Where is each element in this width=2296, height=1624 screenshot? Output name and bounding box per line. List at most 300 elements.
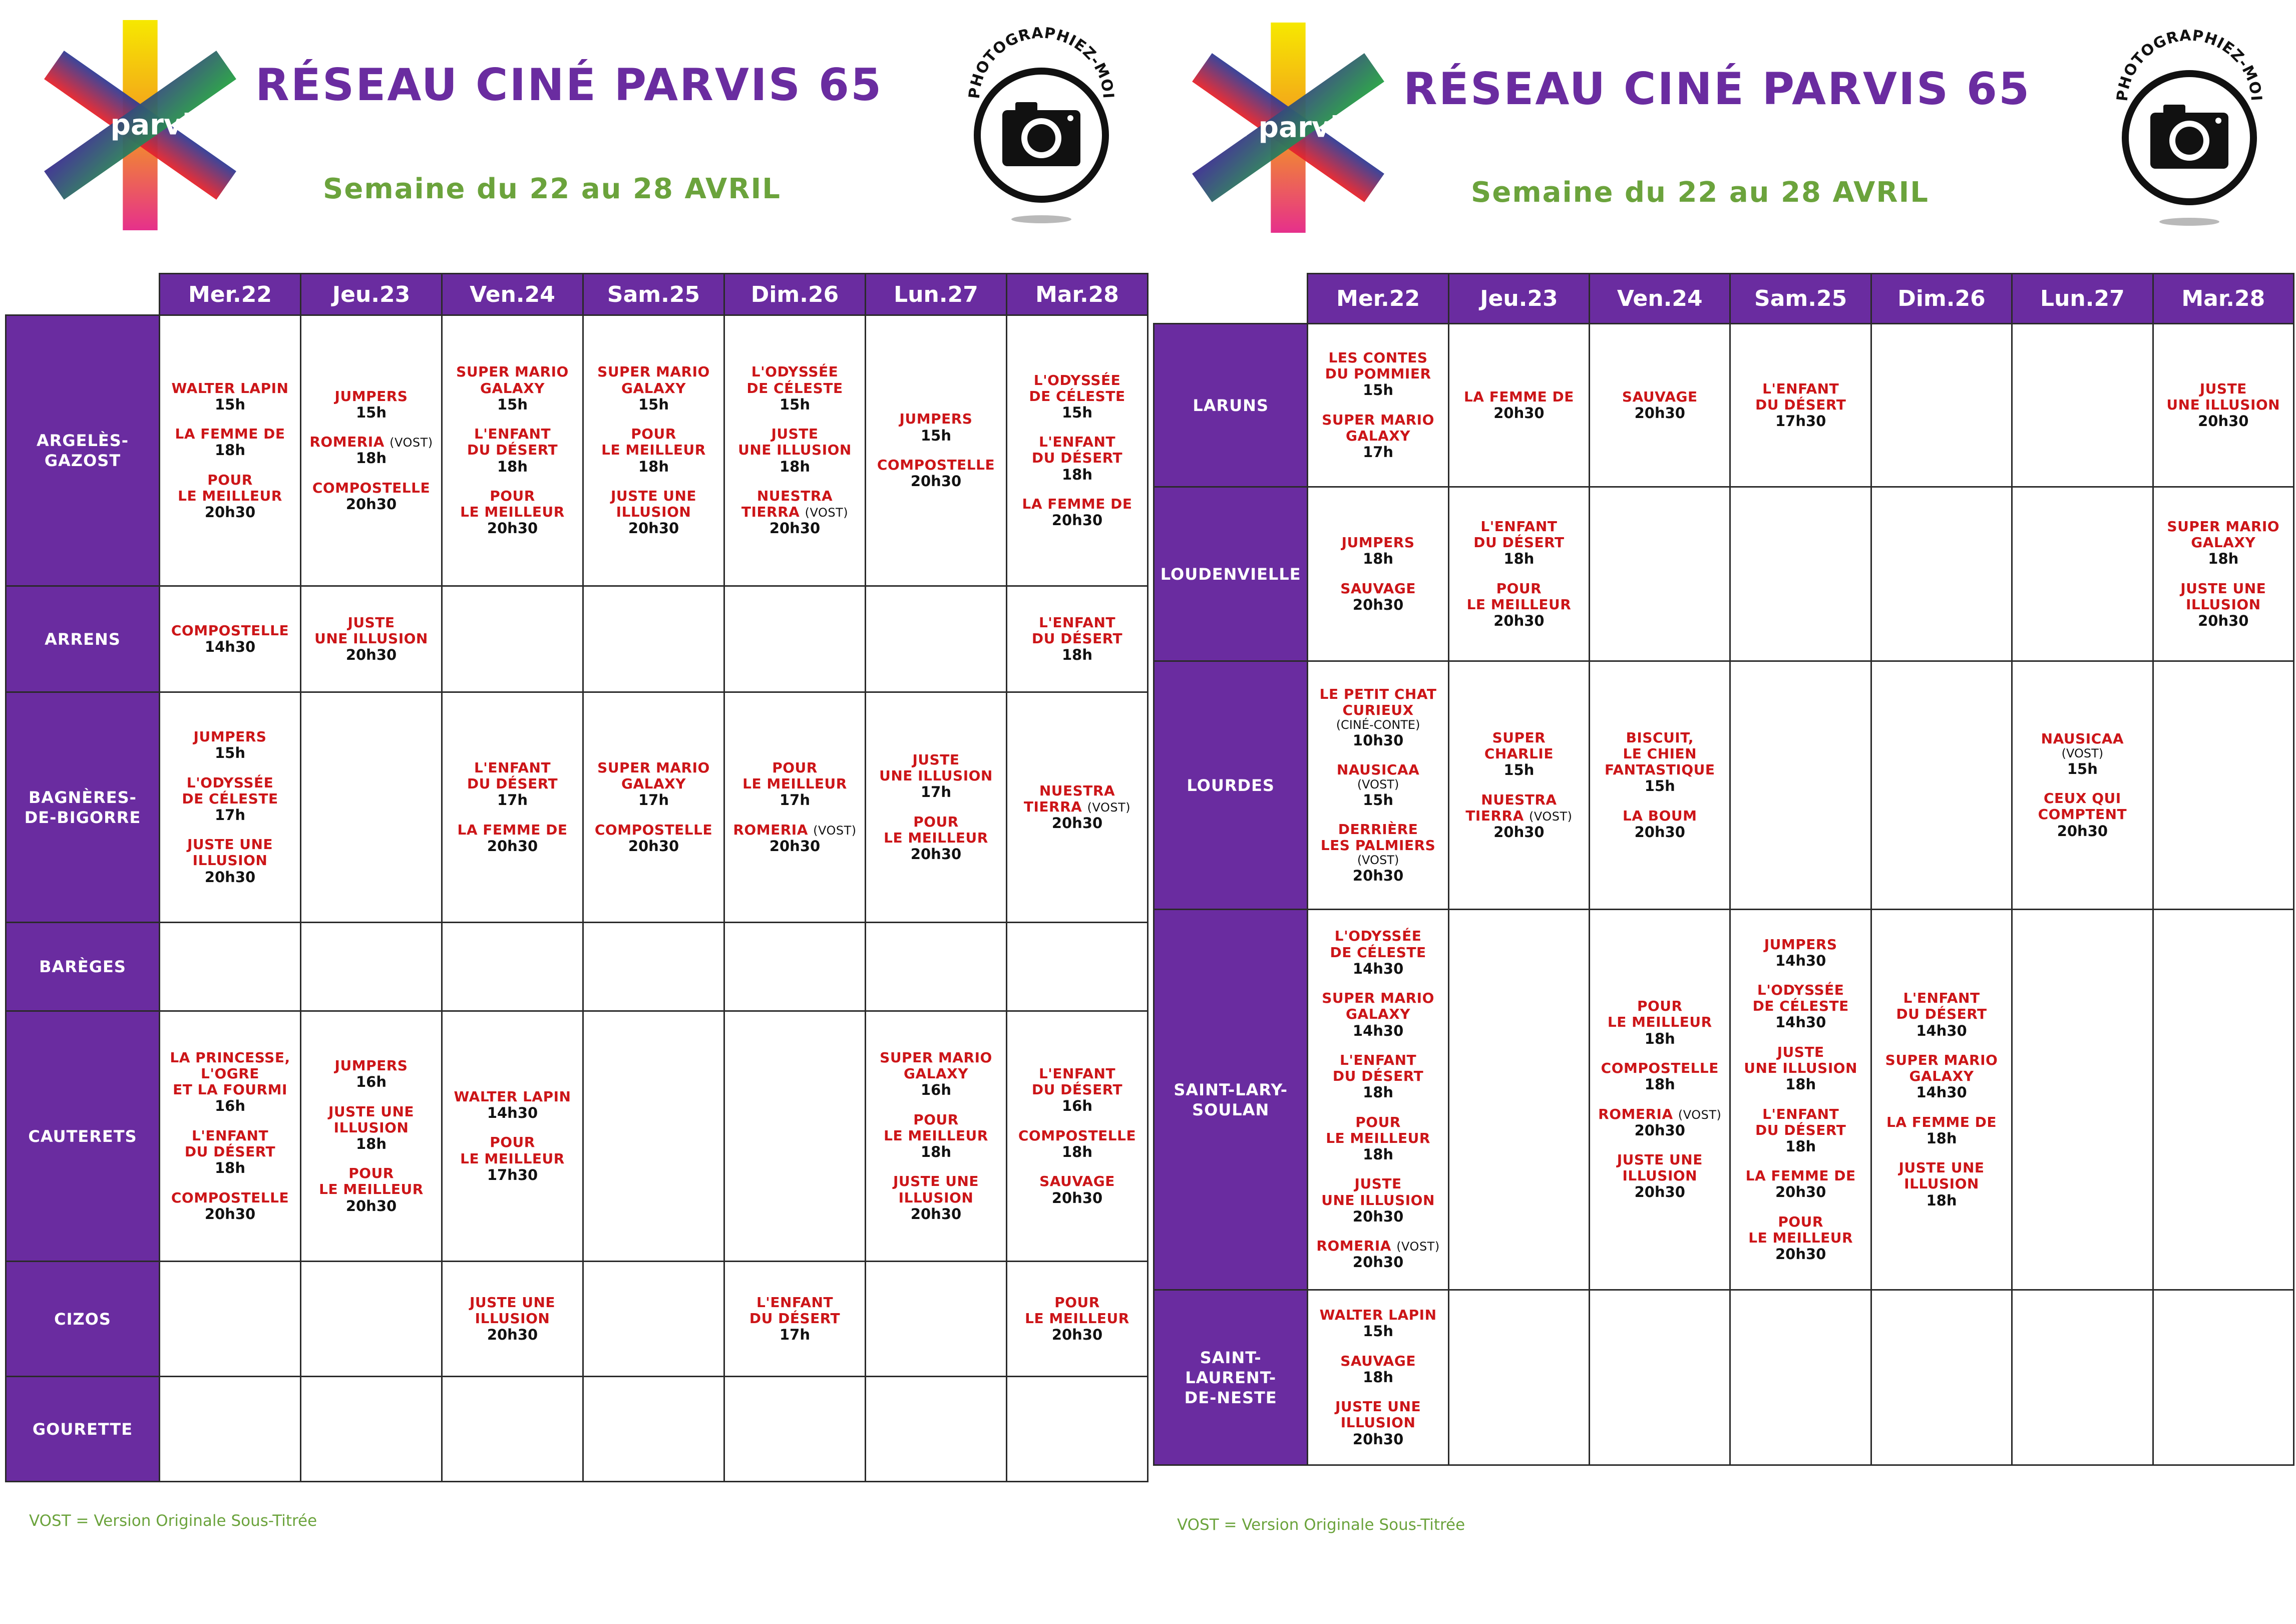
- film-title-text: SUPER CHARLIE: [1484, 729, 1554, 762]
- film-title-text: ROMERIA: [309, 434, 385, 451]
- schedule-cell: [442, 1011, 583, 1262]
- film-title-text: SUPER MARIO GALAXY: [1885, 1051, 1998, 1085]
- vost-footnote: VOST = Version Originale Sous-Titrée: [1177, 1516, 1465, 1534]
- film-title: [1310, 928, 1445, 960]
- film-title-text: LA FEMME DE: [1463, 388, 1574, 405]
- film-title: [445, 1295, 580, 1327]
- screening: [1310, 412, 1445, 461]
- showtime: 16h: [214, 1097, 245, 1115]
- schedule-cell: [1871, 910, 2012, 1290]
- screening: [1733, 1044, 1868, 1093]
- film-title: [1451, 581, 1587, 613]
- screening: [303, 480, 439, 513]
- schedule-cell: [724, 586, 866, 692]
- schedule-cell: [1730, 324, 1871, 487]
- film-title-text: L'ENFANT DU DÉSERT: [1031, 434, 1123, 467]
- showtime: 14h30: [487, 1104, 538, 1122]
- film-title: [1733, 1044, 1868, 1076]
- showtime: 17h: [779, 1326, 810, 1344]
- film-title-text: NUESTRA TIERRA: [741, 487, 833, 521]
- schedule-cell: [724, 923, 866, 1011]
- screening: [1733, 1214, 1868, 1263]
- showtime: 20h30: [345, 495, 397, 513]
- version-tag: (VOST): [2061, 746, 2104, 761]
- screening: [586, 364, 721, 413]
- schedule-cell: [442, 692, 583, 923]
- table-corner: [1154, 274, 1308, 324]
- film-title: [868, 1112, 1004, 1144]
- showtime: 20h30: [1352, 1254, 1404, 1271]
- film-title: [1733, 982, 1868, 1014]
- venue-name: BARÈGES: [6, 923, 160, 1011]
- film-title: [162, 380, 298, 396]
- venue-row: [1154, 487, 2294, 661]
- film-title: [1874, 1052, 2009, 1084]
- version-tag: (VOST): [390, 436, 433, 450]
- showtime: 15h: [779, 395, 810, 413]
- screening: [1009, 372, 1145, 422]
- film-title: [868, 457, 1004, 473]
- week-subtitle: Semaine du 22 au 28 AVRIL: [1471, 176, 1929, 209]
- version-tag: (VOST): [1678, 1107, 1722, 1122]
- film-title-text: POUR LE MEILLEUR: [1326, 1113, 1430, 1146]
- screening: [1310, 1052, 1445, 1101]
- schedule-cell: [866, 586, 1007, 692]
- film-title-text: WALTER LAPIN: [1319, 1307, 1437, 1324]
- schedule-cell: [1308, 487, 1448, 661]
- photograph-me-badge-icon: [2109, 23, 2269, 243]
- film-title-text: L'ENFANT DU DÉSERT: [1473, 518, 1565, 551]
- screening: [162, 1128, 298, 1177]
- showtime: 20h30: [487, 1326, 538, 1344]
- venue-name: LOUDENVIELLE: [1154, 487, 1308, 661]
- film-title-text: LA FEMME DE: [175, 426, 285, 443]
- version-tag: (VOST): [1357, 853, 1399, 868]
- film-title: [868, 752, 1004, 784]
- screening: [1592, 389, 1727, 422]
- screening: [303, 615, 439, 664]
- screening: [1009, 615, 1145, 664]
- version-tag: (VOST): [1529, 809, 1573, 824]
- film-title: [727, 1295, 863, 1327]
- showtime: 20h30: [628, 520, 679, 537]
- film-title: [162, 729, 298, 745]
- film-title: [1310, 762, 1445, 778]
- venue-row: [6, 1377, 1148, 1482]
- showtime: 14h30: [1775, 952, 1826, 969]
- day-header: Mer.22: [160, 274, 301, 315]
- schedule-cell: [1730, 487, 1871, 661]
- screening: [1451, 581, 1587, 630]
- schedule-table-left: [5, 273, 1149, 1482]
- film-title: [2015, 790, 2150, 823]
- showtime: 15h: [497, 395, 528, 413]
- screening: [727, 760, 863, 809]
- film-title: [1451, 389, 1587, 405]
- film-title-text: L'ODYSSÉE DE CÉLESTE: [1752, 982, 1849, 1015]
- film-title: [1733, 937, 1868, 953]
- film-title-text: SUPER MARIO GALAXY: [456, 363, 569, 396]
- version-tag: (VOST): [1357, 777, 1399, 792]
- showtime: 18h: [1363, 1084, 1394, 1101]
- showtime: 18h: [920, 1143, 951, 1161]
- showtime: 17h: [497, 791, 528, 809]
- film-title-text: L'ENFANT DU DÉSERT: [1896, 990, 1987, 1023]
- svg-text:le parvis: le parvis: [71, 108, 209, 142]
- screening: [2015, 731, 2150, 777]
- film-title: [1733, 381, 1868, 413]
- film-title-text: L'ODYSSÉE DE CÉLESTE: [746, 363, 843, 396]
- day-header: Sam.25: [583, 274, 724, 315]
- film-title: [1009, 615, 1145, 647]
- svg-text:PHOTOGRAPHIEZ-MOI: PHOTOGRAPHIEZ-MOI: [965, 24, 1117, 100]
- screening: [303, 434, 439, 467]
- film-title: [727, 364, 863, 396]
- screening: [868, 411, 1004, 444]
- screening: [727, 364, 863, 413]
- day-header: Mer.22: [1308, 274, 1448, 324]
- film-title-text: LES CONTES DU POMMIER: [1325, 349, 1431, 382]
- schedule-cell: [1007, 692, 1148, 923]
- film-title-text: L'ENFANT DU DÉSERT: [467, 426, 558, 459]
- schedule-cell: [301, 1011, 442, 1262]
- schedule-cell: [866, 1011, 1007, 1262]
- day-header: Jeu.23: [301, 274, 442, 315]
- screening: [1009, 434, 1145, 483]
- showtime: 15h: [1503, 761, 1535, 779]
- version-tag: (VOST): [813, 823, 857, 838]
- film-title: [1310, 350, 1445, 382]
- film-title-text: L'ENFANT DU DÉSERT: [1031, 1065, 1123, 1098]
- showtime: 18h: [355, 450, 387, 467]
- screening: [1874, 1052, 2009, 1101]
- schedule-cell: [2012, 1290, 2153, 1465]
- schedule-cell: [1590, 910, 1730, 1290]
- venue-name: CIZOS: [6, 1262, 160, 1377]
- showtime: 20h30: [1775, 1183, 1826, 1201]
- schedule-page-right: [1148, 0, 2296, 1624]
- version-tag: (VOST): [1396, 1240, 1440, 1254]
- schedule-cell: [160, 1377, 301, 1482]
- film-title: [586, 488, 721, 520]
- screening: [1874, 1160, 2009, 1209]
- schedule-cell: [442, 586, 583, 692]
- film-title-text: SUPER MARIO GALAXY: [1322, 990, 1434, 1023]
- showtime: 16h: [920, 1081, 951, 1099]
- film-title-text: JUMPERS: [1341, 534, 1415, 551]
- screening: [1733, 1106, 1868, 1155]
- screening: [586, 426, 721, 475]
- film-title: [586, 760, 721, 792]
- showtime: 20h30: [1634, 823, 1685, 841]
- showtime: 18h: [1061, 646, 1092, 664]
- venue-row: [1154, 661, 2294, 910]
- film-title: [162, 775, 298, 807]
- screening: [445, 1295, 580, 1344]
- screening: [1310, 928, 1445, 977]
- screening: [1451, 389, 1587, 422]
- showtime: 17h: [920, 783, 951, 801]
- film-title: [303, 1165, 439, 1197]
- film-title: [1310, 1052, 1445, 1084]
- showtime: 14h30: [204, 638, 256, 655]
- film-title-text: SUPER MARIO GALAXY: [597, 363, 710, 396]
- film-title-text: LA PRINCESSE, L'OGRE ET LA FOURMI: [170, 1049, 290, 1098]
- showtime: 14h30: [1352, 960, 1404, 977]
- showtime: 17h30: [1775, 413, 1826, 430]
- venue-name: LOURDES: [1154, 661, 1308, 910]
- film-title-text: JUMPERS: [193, 728, 267, 745]
- showtime: 15h: [1363, 791, 1394, 808]
- schedule-cell: [724, 315, 866, 586]
- film-title-text: LA FEMME DE: [1886, 1113, 1997, 1130]
- screening: [1310, 581, 1445, 614]
- film-title: [162, 472, 298, 504]
- screening: [1310, 535, 1445, 568]
- film-title: [303, 1104, 439, 1136]
- showtime: 20h30: [1051, 815, 1103, 832]
- showtime: 17h30: [487, 1166, 538, 1183]
- film-title-text: COMPOSTELLE: [312, 479, 431, 496]
- film-title: [445, 426, 580, 458]
- schedule-cell: [2153, 910, 2293, 1290]
- film-title-text: POUR LE MEILLEUR: [884, 813, 988, 846]
- screening: [1009, 496, 1145, 529]
- screening: [868, 1112, 1004, 1161]
- film-title: [1310, 412, 1445, 444]
- film-title-text: LE PETIT CHAT CURIEUX: [1319, 685, 1437, 718]
- film-title-text: POUR LE MEILLEUR: [460, 487, 565, 521]
- schedule-cell: [1871, 661, 2012, 910]
- film-title-text: L'ENFANT DU DÉSERT: [1332, 1051, 1424, 1085]
- day-header: Dim.26: [724, 274, 866, 315]
- screening: [445, 822, 580, 855]
- film-title: [1874, 990, 2009, 1022]
- film-title: [868, 814, 1004, 846]
- schedule-cell: [2012, 661, 2153, 910]
- showtime: 20h30: [204, 1205, 256, 1223]
- screening: [727, 488, 863, 537]
- screening: [1592, 1152, 1727, 1201]
- film-title: [445, 760, 580, 792]
- film-title: [1733, 1106, 1868, 1138]
- venue-row: [1154, 324, 2294, 487]
- showtime: 15h: [1363, 1323, 1394, 1340]
- film-title: [1009, 1128, 1145, 1144]
- schedule-cell: [160, 1262, 301, 1377]
- film-title: [162, 426, 298, 442]
- screening: [868, 1173, 1004, 1223]
- film-title-text: NUESTRA TIERRA: [1023, 782, 1115, 815]
- photograph-me-badge-icon: [961, 20, 1121, 240]
- version-tag: (CINÉ-CONTE): [1336, 718, 1420, 732]
- day-header: Ven.24: [1590, 274, 1730, 324]
- showtime: 15h: [2067, 760, 2098, 777]
- showtime: 20h30: [1634, 1121, 1685, 1139]
- showtime: 18h: [2208, 550, 2239, 568]
- film-title: [1451, 730, 1587, 762]
- screening: [1310, 1399, 1445, 1448]
- svg-text:le parvis: le parvis: [1219, 111, 1357, 144]
- film-title-text: SAUVAGE: [1340, 1352, 1416, 1369]
- day-header: Lun.27: [866, 274, 1007, 315]
- schedule-cell: [1730, 1290, 1871, 1465]
- film-title-text: JUSTE UNE ILLUSION: [314, 614, 428, 647]
- schedule-cell: [301, 692, 442, 923]
- showtime: 20h30: [769, 520, 821, 537]
- screening: [1009, 1066, 1145, 1115]
- film-title-text: LA FEMME DE: [457, 821, 568, 838]
- showtime: 18h: [1785, 1137, 1816, 1155]
- film-title-text: WALTER LAPIN: [171, 379, 289, 396]
- film-title-text: POUR LE MEILLEUR: [1748, 1213, 1853, 1246]
- screening: [2156, 581, 2291, 630]
- film-title-text: JUSTE UNE ILLUSION: [2180, 580, 2266, 613]
- day-header: Mar.28: [2153, 274, 2293, 324]
- screening: [162, 1050, 298, 1115]
- film-title: [303, 480, 439, 496]
- venue-name: GOURETTE: [6, 1377, 160, 1482]
- showtime: 15h: [1644, 777, 1675, 795]
- showtime: 20h30: [910, 1205, 962, 1223]
- showtime: 15h: [638, 395, 669, 413]
- screening: [1009, 783, 1145, 832]
- screening: [303, 1104, 439, 1153]
- schedule-cell: [2012, 910, 2153, 1290]
- showtime: 18h: [1785, 1076, 1816, 1093]
- venue-name: BAGNÈRES- DE-BIGORRE: [6, 692, 160, 923]
- film-title: [1310, 535, 1445, 551]
- screening: [586, 822, 721, 855]
- film-title-text: L'ODYSSÉE DE CÉLESTE: [1330, 928, 1426, 961]
- film-title-text: L'ODYSSÉE DE CÉLESTE: [1029, 371, 1125, 404]
- film-title-text: POUR LE MEILLEUR: [460, 1134, 565, 1167]
- showtime: 20h30: [487, 837, 538, 855]
- screening: [162, 729, 298, 762]
- schedule-cell: [1871, 1290, 2012, 1465]
- schedule-cell: [583, 1377, 724, 1482]
- screening: [1009, 1295, 1145, 1344]
- film-title: [727, 488, 863, 520]
- film-title-text: POUR LE MEILLEUR: [178, 471, 282, 504]
- schedule-cell: [583, 692, 724, 923]
- schedule-cell: [724, 1377, 866, 1482]
- schedule-cell: [1590, 324, 1730, 487]
- schedule-cell: [1308, 324, 1448, 487]
- showtime: 17h: [214, 806, 245, 824]
- day-header-row: [1154, 274, 2294, 324]
- schedule-cell: [866, 692, 1007, 923]
- film-title-text: SAUVAGE: [1039, 1173, 1115, 1190]
- film-title-text: COMPOSTELLE: [877, 457, 995, 473]
- film-title: [868, 1173, 1004, 1205]
- film-title-text: POUR LE MEILLEUR: [884, 1111, 988, 1144]
- showtime: 20h30: [345, 1197, 397, 1214]
- screening: [1733, 1168, 1868, 1201]
- screening: [1451, 792, 1587, 841]
- film-title: [1733, 1168, 1868, 1184]
- screening: [1874, 990, 2009, 1039]
- showtime: 18h: [497, 458, 528, 475]
- film-title: [1009, 372, 1145, 404]
- screening: [868, 1050, 1004, 1099]
- film-title: [162, 1128, 298, 1160]
- film-title: [303, 434, 439, 450]
- venue-name: ARRENS: [6, 586, 160, 692]
- film-title-text: NAUSICAA: [2041, 730, 2124, 747]
- film-title-text: JUMPERS: [899, 411, 973, 428]
- schedule-cell: [160, 315, 301, 586]
- screening: [162, 775, 298, 824]
- film-title-text: JUMPERS: [334, 387, 408, 404]
- film-title: [1310, 1176, 1445, 1208]
- schedule-cell: [1007, 1262, 1148, 1377]
- film-title-text: COMPOSTELLE: [171, 622, 289, 639]
- film-title: [445, 488, 580, 520]
- schedule-cell: [2012, 487, 2153, 661]
- screening: [868, 752, 1004, 801]
- venue-row: [1154, 1290, 2294, 1465]
- showtime: 18h: [638, 458, 669, 475]
- film-title-text: JUSTE UNE ILLUSION: [2166, 380, 2280, 413]
- showtime: 16h: [1061, 1097, 1092, 1115]
- venue-row: [6, 1011, 1148, 1262]
- page-title: RÉSEAU CINÉ PARVIS 65: [255, 59, 883, 111]
- film-title: [1592, 808, 1727, 824]
- schedule-cell: [160, 1011, 301, 1262]
- schedule-cell: [1730, 661, 1871, 910]
- showtime: 20h30: [204, 504, 256, 521]
- screening: [303, 1058, 439, 1091]
- venue-name: LARUNS: [1154, 324, 1308, 487]
- film-title-text: POUR LE MEILLEUR: [1466, 580, 1572, 613]
- showtime: 18h: [1061, 466, 1092, 483]
- schedule-cell: [301, 1262, 442, 1377]
- showtime: 15h: [214, 744, 245, 762]
- film-title-text: JUSTE UNE ILLUSION: [187, 836, 273, 869]
- film-title-text: L'ENFANT DU DÉSERT: [749, 1294, 841, 1327]
- schedule-cell: [2153, 1290, 2293, 1465]
- film-title-text: JUSTE UNE ILLUSION: [1617, 1151, 1703, 1184]
- screening: [1009, 1128, 1145, 1161]
- schedule-cell: [1448, 910, 1589, 1290]
- schedule-cell: [160, 692, 301, 923]
- film-title-text: JUMPERS: [334, 1057, 408, 1074]
- table-corner: [6, 274, 160, 315]
- showtime: 20h30: [1051, 1189, 1103, 1206]
- showtime: 18h: [1363, 1145, 1394, 1163]
- schedule-cell: [442, 1262, 583, 1377]
- schedule-cell: [2153, 487, 2293, 661]
- film-title-text: ROMERIA: [1316, 1238, 1391, 1255]
- schedule-cell: [724, 1262, 866, 1377]
- screening: [445, 488, 580, 537]
- film-title: [1451, 792, 1587, 824]
- schedule-cell: [866, 315, 1007, 586]
- film-title: [2015, 731, 2150, 747]
- showtime: 20h30: [1352, 596, 1404, 613]
- film-title: [1009, 496, 1145, 512]
- schedule-cell: [1007, 923, 1148, 1011]
- week-subtitle: Semaine du 22 au 28 AVRIL: [323, 173, 781, 205]
- film-title-text: JUSTE UNE ILLUSION: [610, 487, 697, 521]
- film-title-text: POUR LE MEILLEUR: [319, 1165, 424, 1198]
- film-title-text: COMPOSTELLE: [1601, 1059, 1719, 1076]
- film-title-text: COMPOSTELLE: [1018, 1127, 1136, 1144]
- film-title-text: POUR LE MEILLEUR: [742, 759, 847, 792]
- film-title-text: POUR LE MEILLEUR: [1025, 1294, 1129, 1327]
- showtime: 17h: [638, 791, 669, 809]
